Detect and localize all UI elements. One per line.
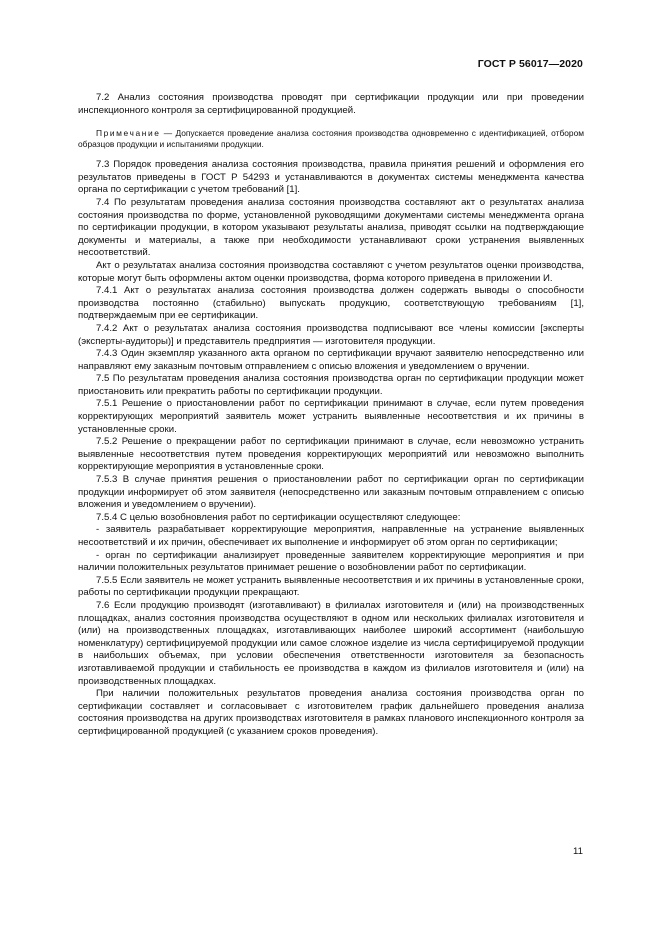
document-body — [78, 92, 584, 739]
paragraph-7-5-1: 7.5.1 Решение о приостановлении работ по сертификации принимают в случае, если путем проведения корректирующих мероприятий заявитель может устранить выявленные несоответствия и их причины в установленные сроки. — [78, 398, 584, 435]
paragraph-7-5-4: 7.5.4 С целью возобновления работ по сертификации осуществляют следующее: — [96, 511, 461, 523]
paragraph-7-5-2: 7.5.2 Решение о прекращении работ по сертификации принимают в случае, если невозможно устранить выявленные несоответствия путем проведения корректирующих мероприятий или невозможно выполнить корректирующие мероприятия в установленные сроки. — [78, 436, 584, 473]
note-text: — Допускается проведение анализа состояния производства одновременно с идентификацией, отбором образцов продукции и испытаниями продукции. — [78, 128, 584, 150]
paragraph-act-results: Акт о результатах анализа состояния производства составляют с учетом результатов оценки производства, которые могут быть оформлены актом оценки производства, форма которого приведена в приложении И. — [78, 259, 584, 284]
paragraph-7-5: 7.5 По результатам проведения анализа состояния производства орган по сертификации продукции может приостановить или прекратить работы по сертификации продукции. — [78, 373, 584, 397]
paragraph-7-4-3: 7.4.3 Один экземпляр указанного акта органом по сертификации вручают заявителю непосредственно или направляют ему заказным почтовым отправлением с описью вложения и уведомлением о вручении. — [78, 348, 584, 372]
paragraph-7-6: 7.6 Если продукцию производят (изготавливают) в филиалах изготовителя и (или) на производственных площадках, анализ состояния производства осуществляют в одном или нескольких филиалах изготовителя и (или) на производственных площадках, изготавливающих наиболее широкий ассортимент (наибольшую номенклатуру) сертифицируемой продукции или самое сложное изделие из числа сертифицируемой продукции в наибольших объемах, при условии обеспечения ответственности изготовителя за безопасность изготавливаемой продукции и стабильность ее производства в каждом из филиалов изготовителя и (или) на производственных площадках. — [78, 599, 584, 687]
page-number: 11 — [573, 846, 583, 857]
page-header-standard: ГОСТ Р 56017—2020 — [477, 58, 583, 70]
list-item-certification-body: - орган по сертификации анализирует проведенные заявителем корректирующие мероприятия и при наличии положительных результатов принимает решение о возобновлении работ по сертификации. — [78, 549, 584, 574]
paragraph-7-5-3: 7.5.3 В случае принятия решения о приостановлении работ по сертификации орган по сертификации продукции информирует об этом заявителя (непосредственно или заказным почтовым отправлением с описью вложения и уведомлением о вручении). — [78, 474, 584, 511]
paragraph-7-2: 7.2 Анализ состояния производства проводят при сертификации продукции или при проведении инспекционного контроля за сертифицированной продукцией. — [78, 92, 584, 116]
note-label: Примечание — [96, 128, 161, 139]
paragraph-7-5-5: 7.5.5 Если заявитель не может устранить выявленные несоответствия и их причины в установленные сроки, работы по сертификации продукции прекращают. — [78, 574, 584, 599]
paragraph-positive-results: При наличии положительных результатов проведения анализа состояния производства орган по сертификации составляет и согласовывает с изготовителем график дальнейшего проведения анализа состояния производства на других производствах изготовителя в рамках планового инспекционного контроля за сертифицированной продукцией (с указанием сроков проведения). — [78, 688, 584, 737]
paragraph-7-3: 7.3 Порядок проведения анализа состояния производства, правила принятия решений и оформления его результатов приведены в ГОСТ Р 54293 и устанавливаются в документах системы менеджмента качества органа по сертификации с учетом требований [1]. — [78, 159, 584, 196]
paragraph-7-4-1: 7.4.1 Акт о результатах анализа состояния производства должен содержать выводы о способности производства постоянно (стабильно) выпускать продукцию, соответствующую требованиям [1], подтверждаемым при ее сертификации. — [78, 285, 584, 322]
list-item-applicant: - заявитель разрабатывает корректирующие мероприятия, направленные на устранение выявленных несоответствий и их причин, обеспечивает их выполнение и информирует об этом орган по сертификации; — [78, 524, 584, 548]
paragraph-7-4: 7.4 По результатам проведения анализа состояния производства составляют акт о результатах анализа состояния производства по форме, установленной руководящими документами системы менеджмента органа по сертификации продукции, в котором указывают результаты анализа, приводят ссылки на подтверждающие документы и материалы, а также при необходимости устанавливают сроки устранения выявленных несоответствий. — [78, 196, 584, 259]
paragraph-7-4-2: 7.4.2 Акт о результатах анализа состояния производства подписывают все члены комиссии [эксперты (эксперты-аудиторы)] и представитель предприятия — изготовителя продукции. — [78, 322, 584, 347]
note-block — [78, 128, 584, 150]
